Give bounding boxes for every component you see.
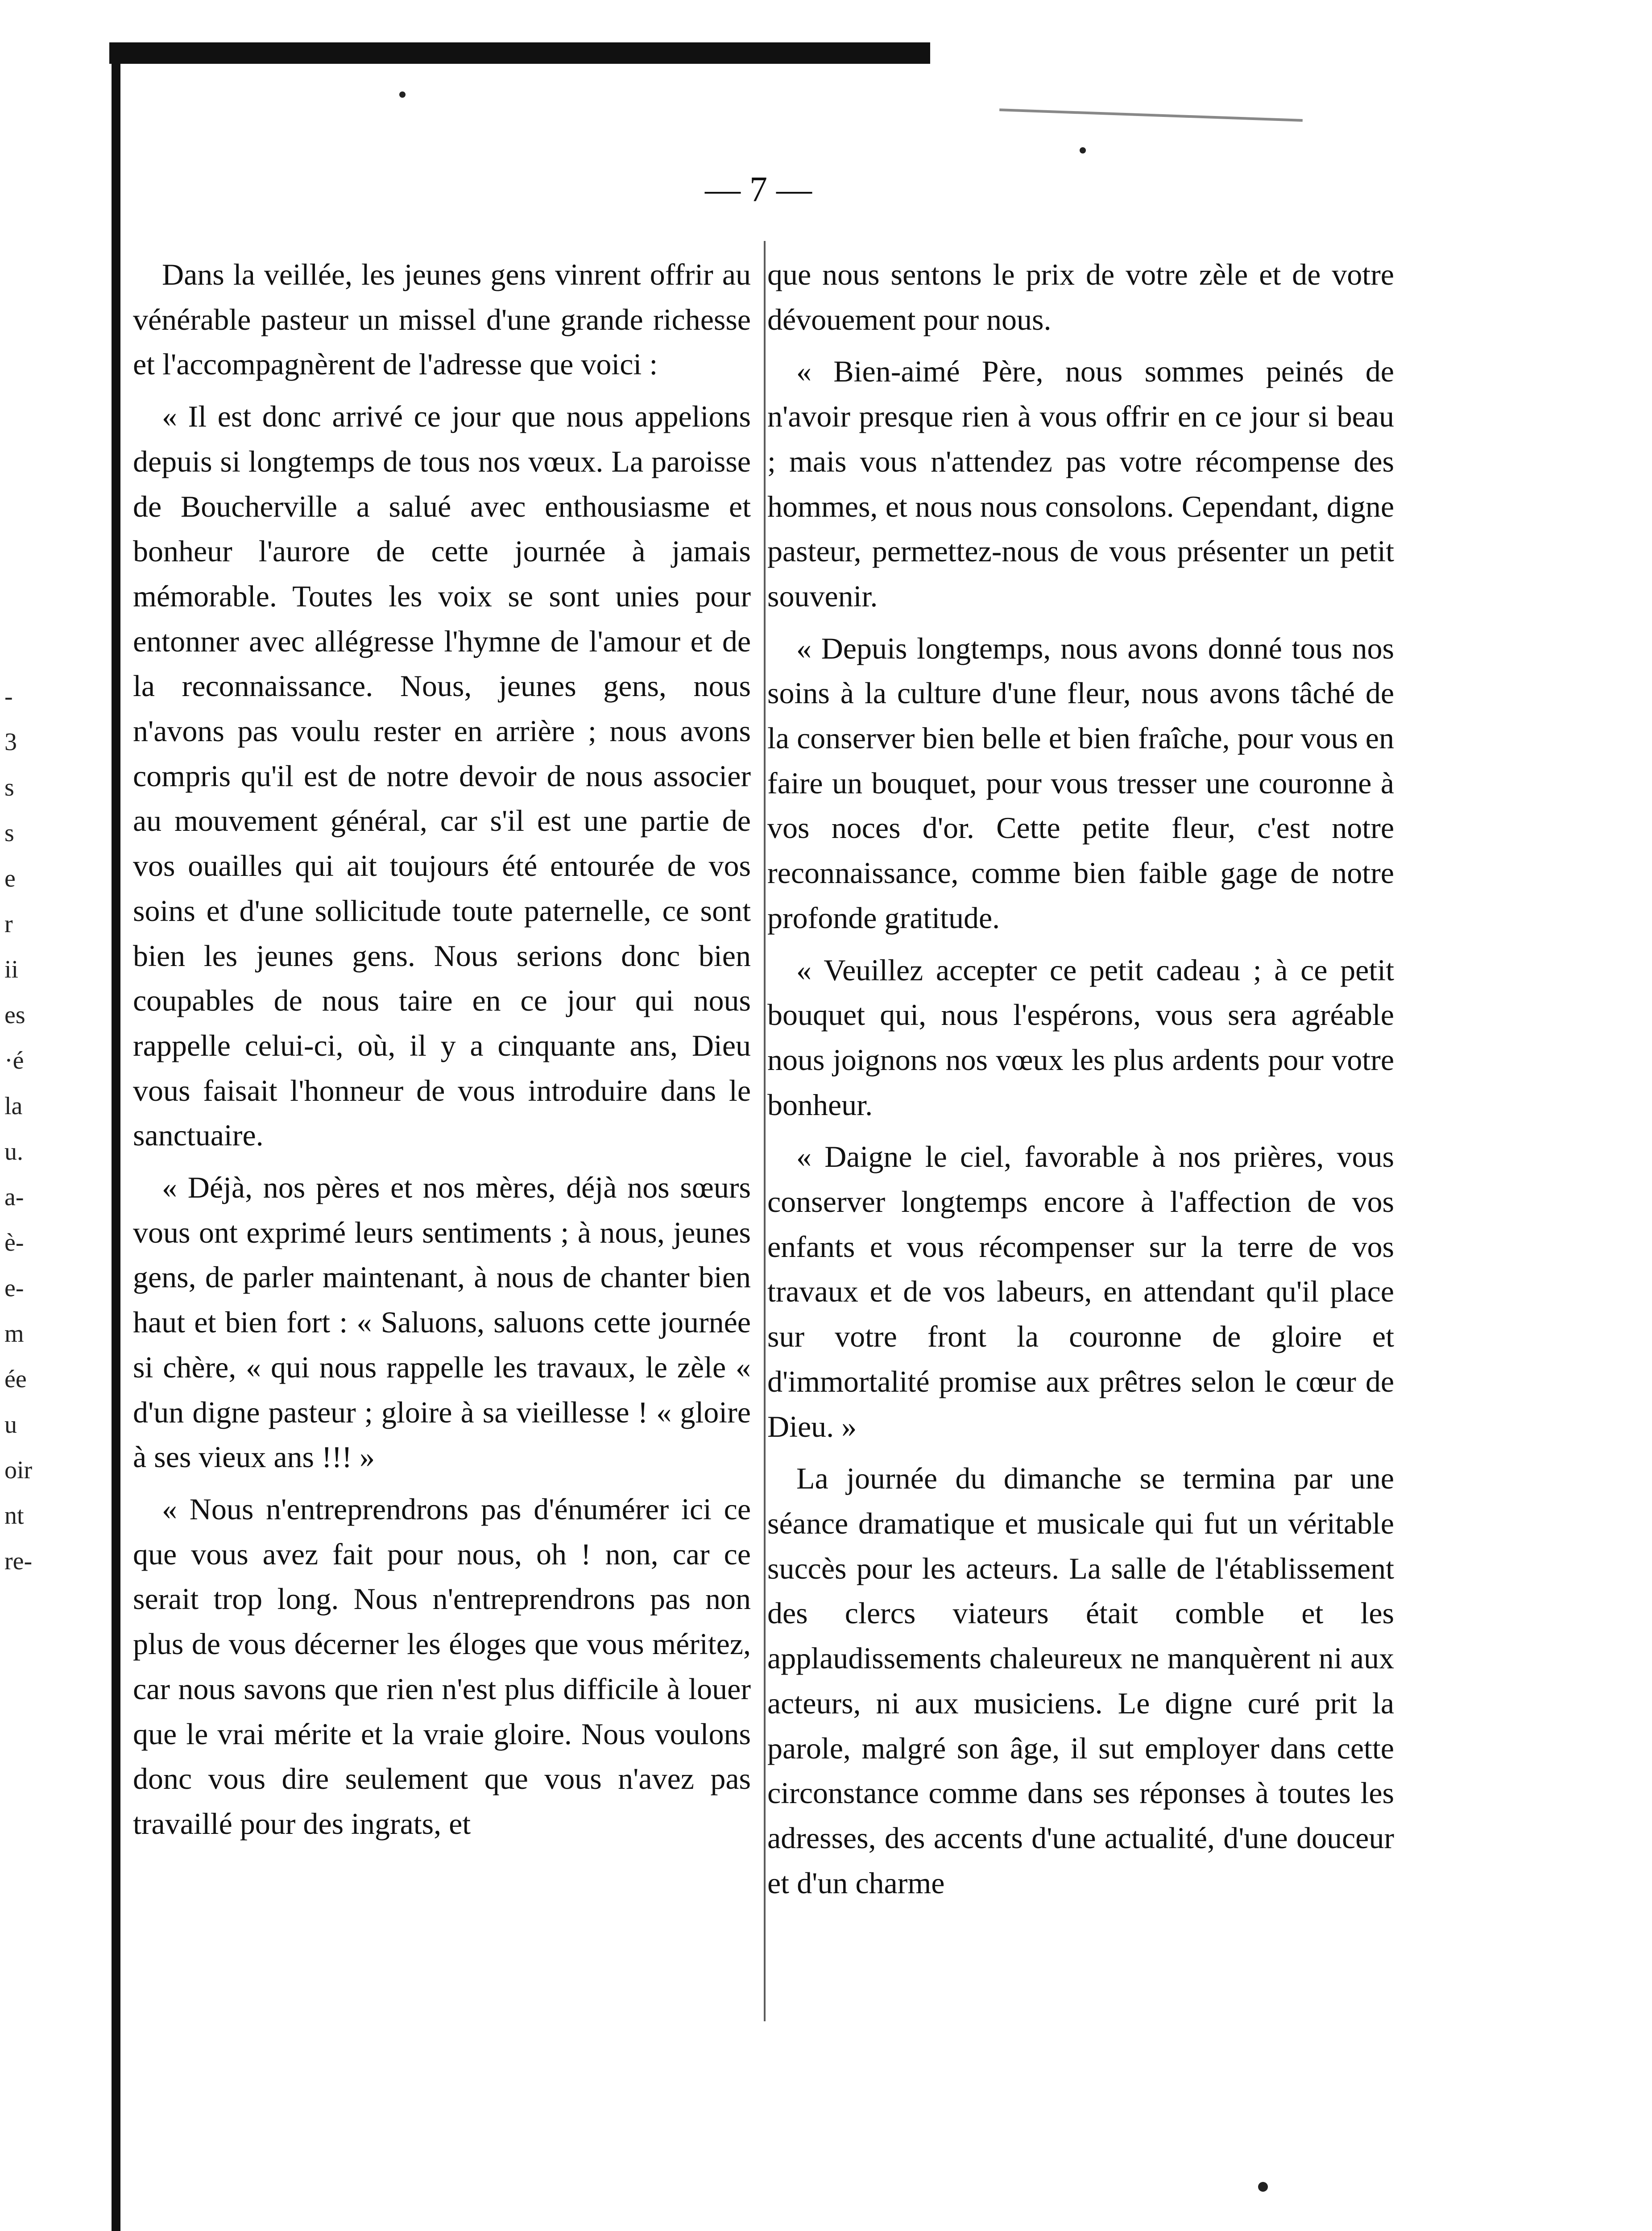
margin-fragment: a-	[4, 1183, 24, 1211]
margin-fragment: e	[4, 865, 16, 892]
ink-speck	[1080, 147, 1086, 153]
margin-fragment: u.	[4, 1138, 23, 1165]
margin-fragment: oir	[4, 1456, 33, 1484]
margin-fragment: s	[4, 819, 14, 847]
paragraph: « Veuillez accepter ce petit cadeau ; à ce petit bouquet qui, nous l'espérons, vous sera agréable nous joignons nos vœux les plus ardents pour votre bonheur.	[767, 953, 1394, 1122]
margin-fragment: è-	[4, 1229, 24, 1256]
paragraph: « Bien-aimé Père, nous sommes peinés de n'avoir presque rien à vous offrir en ce jour si beau ; mais vous n'attendez pas votre récompense des hommes, et nous nous consolons. Cependant, digne pasteur, permettez-nous de vous présenter un petit souvenir.	[767, 354, 1394, 613]
margin-fragment: ·é	[4, 1047, 24, 1074]
paragraph: « Daigne le ciel, favorable à nos prières, vous conserver longtemps encore à l'affection de vos enfants et vous récompenser sur la terre de vos travaux et de vos labeurs, en attendant qu'il place sur votre front la couronne de gloire et d'immortalité promise aux prêtres selon le cœur de Dieu. »	[767, 1140, 1394, 1443]
margin-fragment: s	[4, 774, 14, 801]
margin-fragment: -	[4, 683, 13, 710]
right-text-column	[767, 252, 1394, 1912]
margin-fragment: la	[4, 1092, 23, 1120]
margin-fragment: r	[4, 910, 13, 938]
ink-speck	[399, 91, 406, 98]
paragraph: que nous sentons le prix de votre zèle et de votre dévouement pour nous.	[767, 257, 1394, 336]
ink-speck	[1258, 2182, 1268, 2192]
margin-fragment: ii	[4, 956, 19, 983]
paragraph: Dans la veillée, les jeunes gens vinrent offrir au vénérable pasteur un missel d'une grande richesse et l'accompagnèrent de l'adresse que voici :	[133, 257, 751, 382]
margin-fragment: 3	[4, 728, 17, 756]
column-divider	[764, 241, 766, 2021]
margin-fragment: e-	[4, 1274, 24, 1302]
margin-fragment: nt	[4, 1502, 24, 1530]
margin-fragment: u	[4, 1411, 17, 1439]
top-rule	[109, 42, 930, 64]
paragraph: « Nous n'entreprendrons pas d'énumérer ici ce que vous avez fait pour nous, oh ! non, car ce serait trop long. Nous n'entreprendrons pas non plus de vous décerner les éloges que vous méritez, car nous savons que rien n'est plus difficile à louer que le vrai mérite et la vraie gloire. Nous voulons donc vous dire seulement que vous n'avez pas travaillé pour des ingrats, et	[133, 1492, 751, 1841]
paragraph: « Déjà, nos pères et nos mères, déjà nos sœurs vous ont exprimé leurs sentiments ; à nous, jeunes gens, de parler maintenant, à nous de chanter bien haut et bien fort : « Saluons, saluons cette journée si chère, « qui nous rappelle les travaux, le zèle « d'un digne pasteur ; gloire à sa vieillesse ! « gloire à ses vieux ans !!! »	[133, 1170, 751, 1474]
paragraph: « Il est donc arrivé ce jour que nous appelions depuis si longtemps de tous nos vœux. La paroisse de Boucherville a salué avec enthousiasme et bonheur l'aurore de cette journée à jamais mémorable. Toutes les voix se sont unies pour entonner avec allégresse l'hymne de l'amour et de la reconnaissance. Nous, jeunes gens, nous n'avons pas voulu rester en arrière ; nous avons compris qu'il est de notre devoir de nous associer au mouvement général, car s'il est une partie de vos ouailles qui ait toujours été entourée de vos soins et d'une sollicitude toute paternelle, ce sont bien les jeunes gens. Nous serions donc bien coupables de nous taire en ce jour qui nous rappelle celui-ci, où, il y a cinquante ans, Dieu vous faisait l'honneur de vous introduire dans le sanctuaire.	[133, 399, 751, 1153]
bleed-through-margin-text	[4, 674, 71, 1584]
paragraph: « Depuis longtemps, nous avons donné tous nos soins à la culture d'une fleur, nous avons tâché de la conserver bien belle et bien fraîche, pour vous en faire un bouquet, pour vous tresser une couronne à vos noces d'or. Cette petite fleur, c'est notre reconnaissance, comme bien faible gage de notre profonde gratitude.	[767, 631, 1394, 935]
page-number: — 7 —	[705, 170, 812, 209]
margin-fragment: es	[4, 1001, 25, 1029]
paragraph: La journée du dimanche se termina par une séance dramatique et musicale qui fut un véritable succès pour les acteurs. La salle de l'établissement des clercs viateurs était comble et les applaudissements chaleureux ne manquèrent ni aux acteurs, ni aux musiciens. Le digne curé prit la parole, malgré son âge, il sut employer dans cette circonstance comme dans ses réponses à toutes les adresses, des accents d'une actualité, d'une douceur et d'un charme	[767, 1461, 1394, 1900]
margin-fragment: m	[4, 1320, 24, 1348]
left-text-column	[133, 252, 751, 1854]
margin-fragment: ée	[4, 1365, 27, 1393]
margin-fragment: re-	[4, 1547, 33, 1575]
faint-rule-mark	[999, 108, 1303, 122]
binding-edge-bar	[112, 47, 120, 2231]
